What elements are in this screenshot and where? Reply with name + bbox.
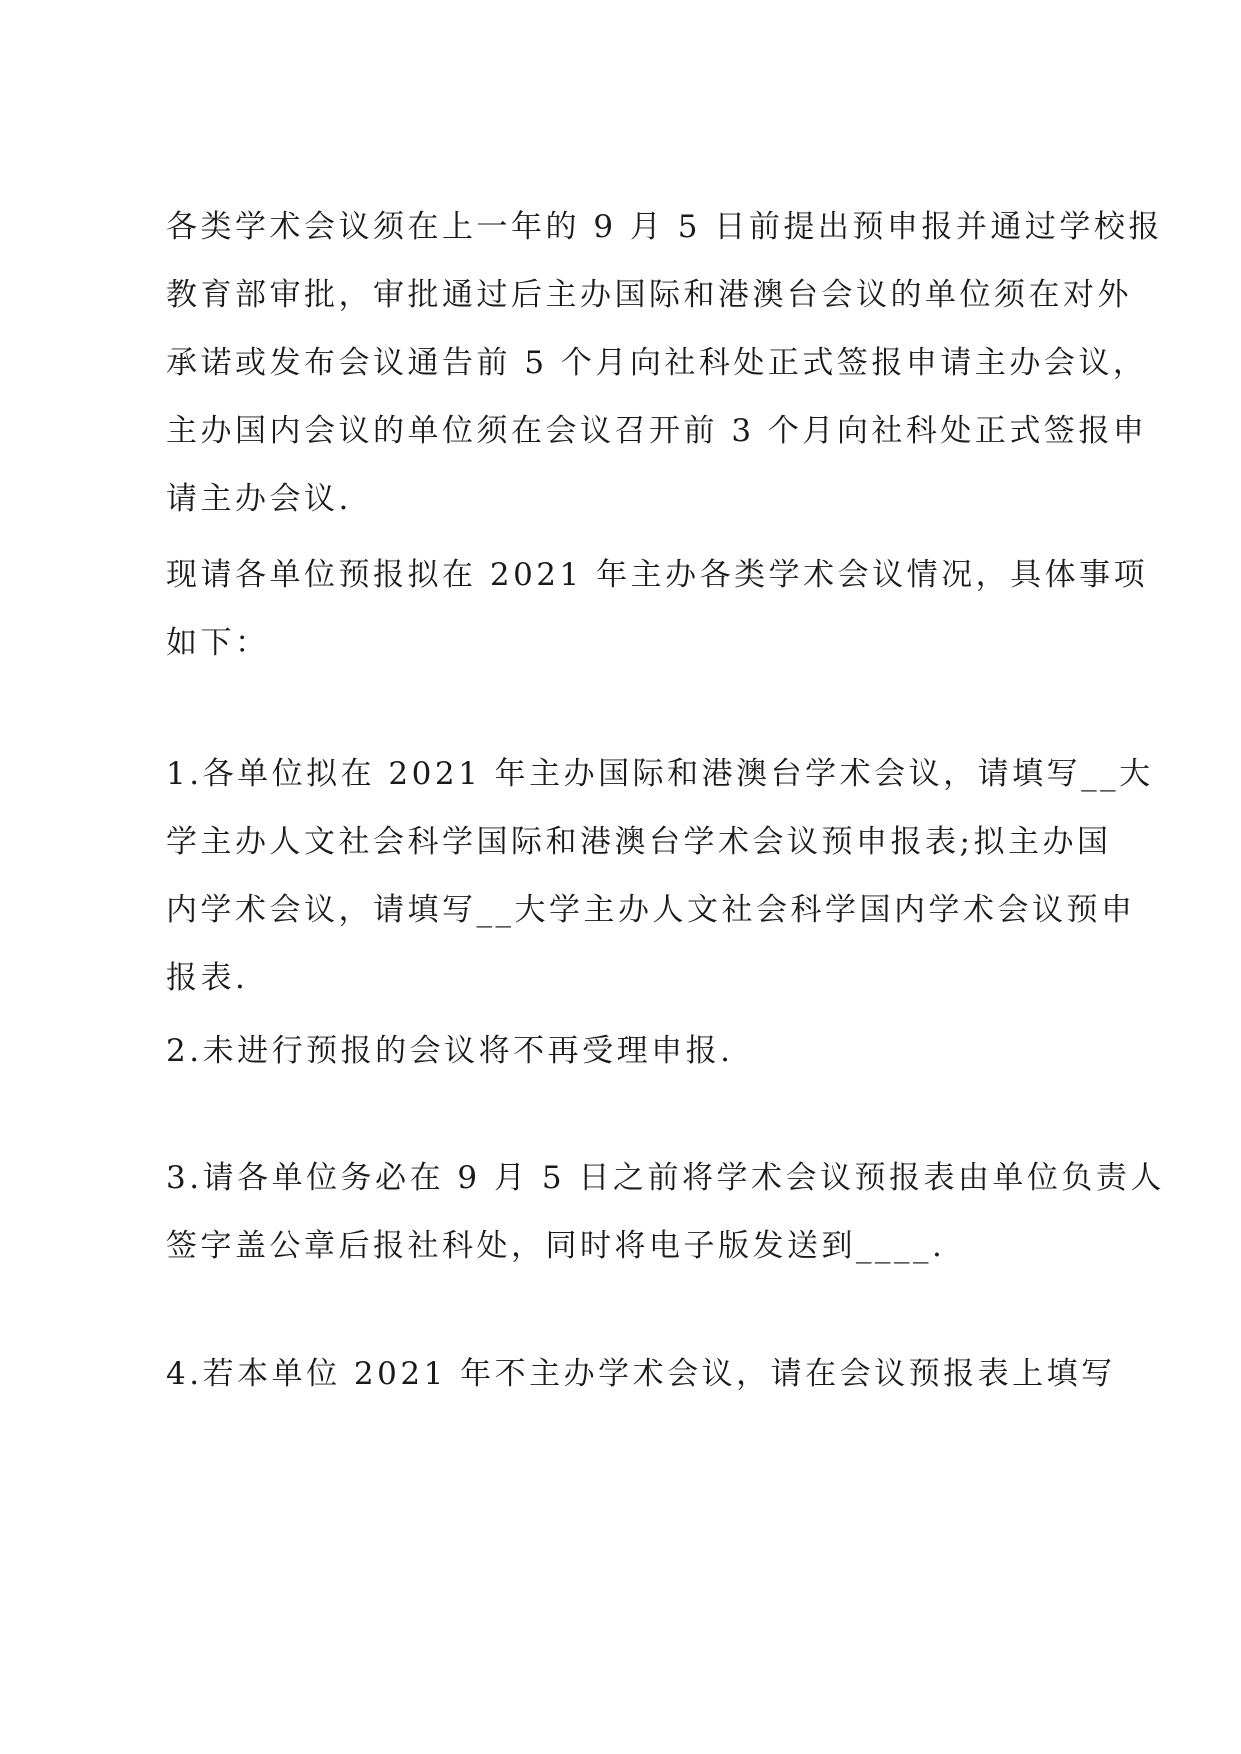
text-line: 教育部审批，审批通过后主办国际和港澳台会议的单位须在对外	[166, 277, 1132, 313]
list-item-3	[166, 1144, 1165, 1280]
text-line: 报表.	[166, 960, 249, 996]
list-item-4	[166, 1340, 1116, 1408]
text-line: 3.请各单位务必在 9 月 5 日之前将学术会议预报表由单位负责人	[166, 1160, 1165, 1196]
text-line: 主办国内会议的单位须在会议召开前 3 个月向社科处正式签报申	[166, 413, 1148, 449]
text-line: 请主办会议.	[166, 481, 352, 517]
text-line: 各类学术会议须在上一年的 9 月 5 日前提出预申报并通过学校报	[166, 209, 1163, 245]
text-line: 学主办人文社会科学国际和港澳台学术会议预申报表;拟主办国	[166, 824, 1112, 860]
list-item-1	[166, 740, 1154, 1012]
paragraph-request-intro	[166, 541, 1149, 677]
text-line: 2.未进行预报的会议将不再受理申报.	[166, 1033, 734, 1069]
text-line: 如下：	[166, 625, 270, 661]
text-line: 承诺或发布会议通告前 5 个月向社科处正式签报申请主办会议，	[166, 345, 1148, 381]
text-line: 1.各单位拟在 2021 年主办国际和港澳台学术会议，请填写__大	[166, 756, 1154, 792]
text-line: 签字盖公章后报社科处，同时将电子版发送到____.	[166, 1228, 946, 1264]
text-line: 内学术会议，请填写__大学主办人文社会科学国内学术会议预申	[166, 892, 1136, 928]
text-line: 现请各单位预报拟在 2021 年主办各类学术会议情况，具体事项	[166, 557, 1149, 593]
paragraph-preapplication-rules	[166, 193, 1163, 533]
list-item-2	[166, 1017, 1096, 1085]
text-line: 4.若本单位 2021 年不主办学术会议，请在会议预报表上填写	[166, 1356, 1116, 1392]
